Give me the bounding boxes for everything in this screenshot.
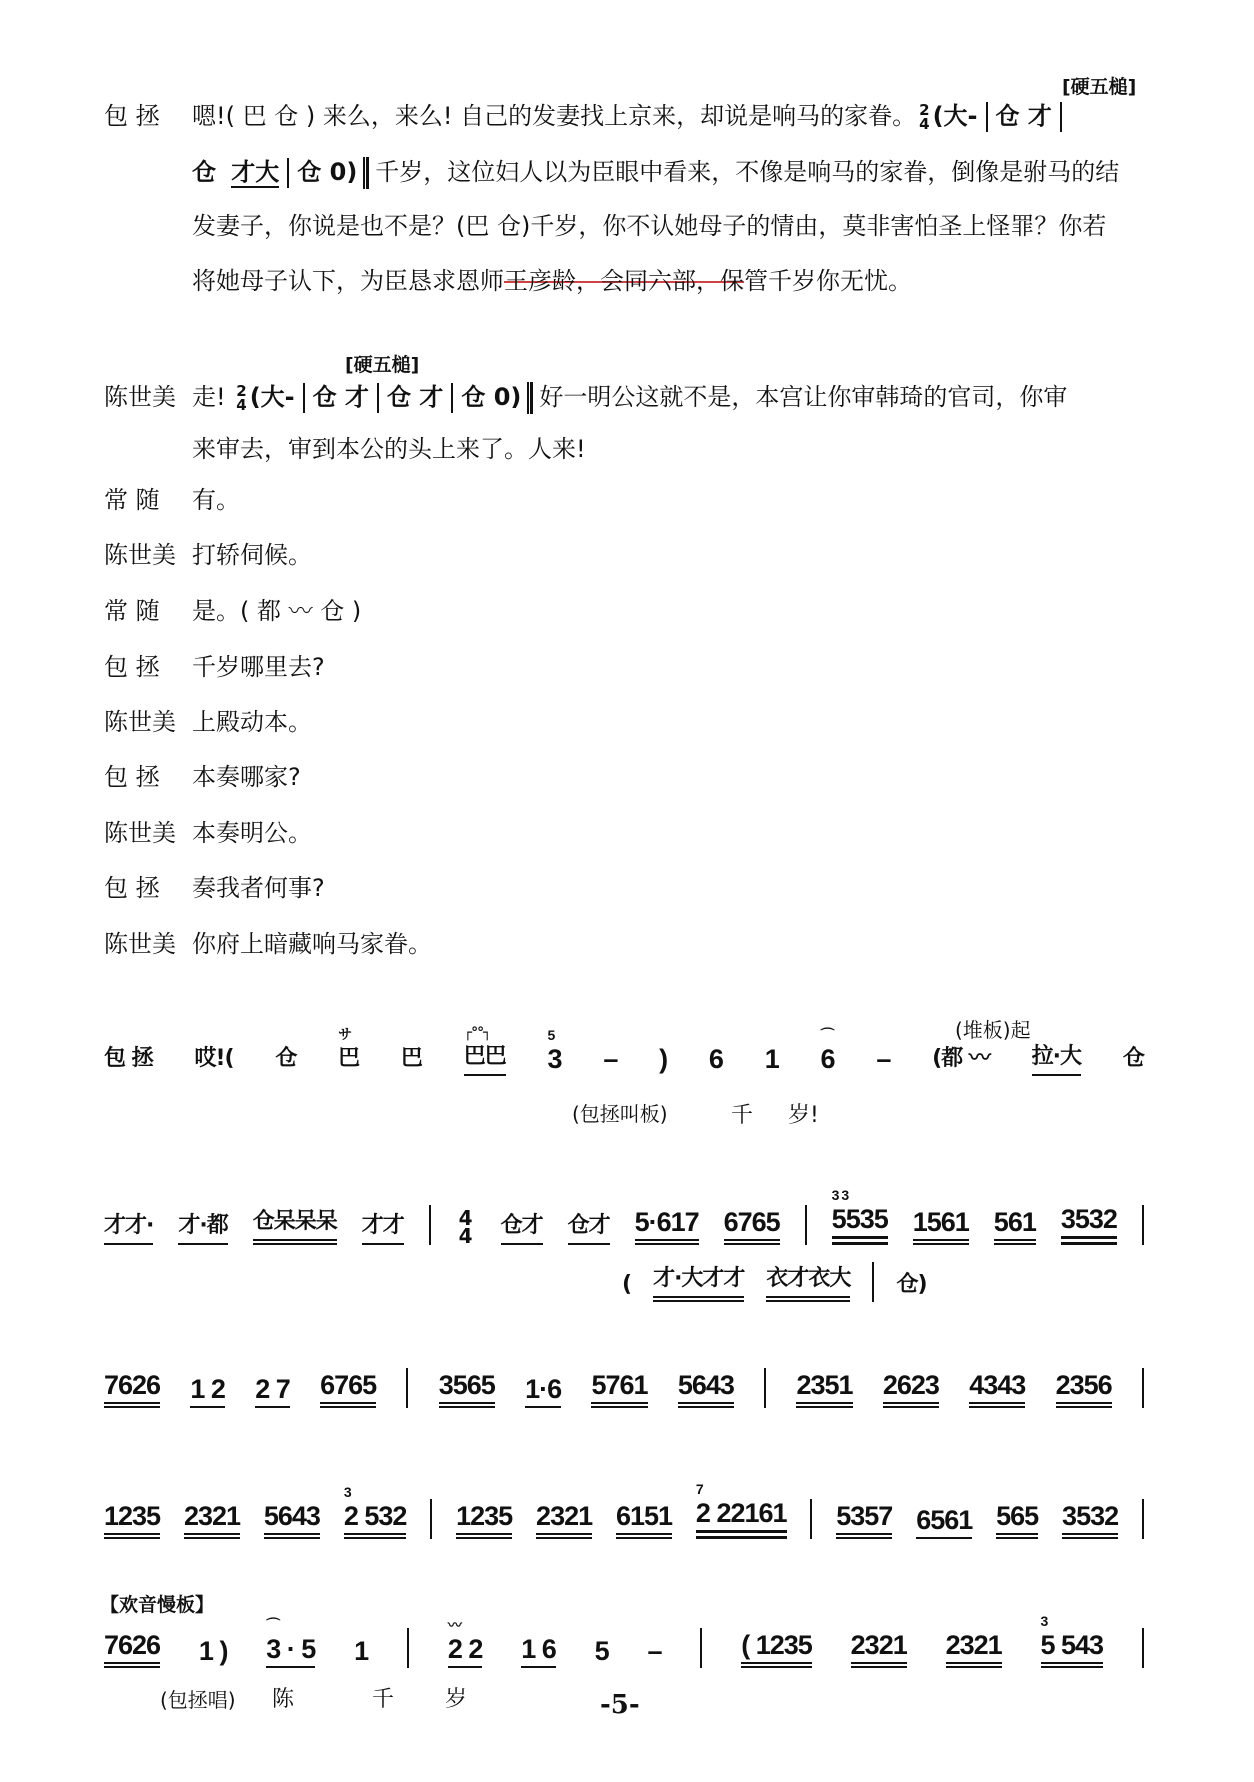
barline <box>872 1262 874 1302</box>
speech-line <box>192 157 1119 189</box>
speaker-name: 陈世美 <box>104 819 176 847</box>
notation-row <box>104 1481 1144 1539</box>
speaker-name: 常 随 <box>104 486 160 514</box>
barline <box>1142 1368 1144 1408</box>
barline <box>407 1628 409 1668</box>
note-group <box>916 1505 972 1539</box>
note-group <box>354 1636 368 1668</box>
token-text: 5 543 <box>1040 1630 1104 1660</box>
token-text: 1561 <box>912 1207 969 1237</box>
token-text: 包 拯 <box>104 1046 153 1071</box>
dialogue-text: 你府上暗藏响马家眷。 <box>192 930 432 958</box>
percussion: 仓 0) <box>461 383 522 411</box>
note-group <box>104 1370 160 1408</box>
note-group <box>851 1630 907 1668</box>
barline <box>810 1499 812 1539</box>
token-text: 5643 <box>263 1501 320 1531</box>
speech-line <box>192 266 912 296</box>
note-group <box>831 1187 888 1245</box>
token-text: 2321 <box>850 1630 907 1660</box>
token-text: 5643 <box>677 1370 734 1400</box>
note-group <box>447 1617 483 1668</box>
note-group <box>439 1370 495 1408</box>
huanyin-manban-tag: 【欢音慢板】 <box>100 1594 215 1616</box>
token-text: 2 7 <box>255 1374 290 1404</box>
percussion-syllable <box>178 1211 227 1245</box>
section-tag-ying-wu-chui-top: [硬五槌] <box>1062 76 1137 98</box>
note-group <box>946 1630 1002 1668</box>
note-group <box>547 1027 562 1076</box>
barline <box>1142 1499 1144 1539</box>
token-text: 6765 <box>723 1207 780 1237</box>
barline <box>764 1368 766 1408</box>
token-text: (都 〰 <box>932 1046 990 1071</box>
note-group <box>343 1484 407 1539</box>
token-text: 才·都 <box>178 1213 228 1238</box>
note-group <box>796 1370 852 1408</box>
note-group <box>1062 1501 1118 1539</box>
token-text: 7626 <box>104 1370 161 1400</box>
dialogue-text: 千岁哪里去? <box>192 653 325 681</box>
singer-label: (包拯唱) <box>160 1688 236 1712</box>
note-group <box>525 1374 561 1408</box>
speaker-name: 包 拯 <box>104 102 160 130</box>
token-text: 衣才衣大 <box>766 1266 851 1291</box>
barline <box>1142 1205 1144 1245</box>
speaker-name: 包 拯 <box>104 653 160 681</box>
note-group <box>820 1027 835 1076</box>
token-text: 1235 <box>456 1501 513 1531</box>
jiaoban-label: (包拯叫板) <box>572 1102 668 1126</box>
page-number: -5- <box>600 1690 640 1720</box>
duoban-annotation: (堆板)起 <box>955 1018 1031 1042</box>
note-group <box>836 1501 892 1539</box>
token-text: 5·617 <box>634 1207 699 1237</box>
note-group <box>255 1374 290 1408</box>
note-group <box>104 1501 160 1539</box>
token-text: 2321 <box>945 1630 1002 1660</box>
note-group <box>536 1501 592 1539</box>
token-text: 仓 <box>1122 1046 1144 1071</box>
percussion-syllable <box>194 1044 233 1076</box>
percussion-syllable <box>104 1211 153 1245</box>
token-text: 拉·大 <box>1031 1044 1082 1069</box>
token-text: 565 <box>996 1501 1039 1531</box>
token-text: ( <box>622 1272 632 1297</box>
ornament-mark: 3 <box>343 1484 351 1500</box>
dialogue-text-marked: 王彦龄，会同六部，保 <box>504 267 744 295</box>
token-text: 仓才 <box>567 1213 610 1238</box>
time-signature <box>236 384 246 412</box>
percussion-syllable <box>362 1211 404 1245</box>
lyric: 岁! <box>788 1103 819 1128</box>
note-group <box>199 1636 228 1668</box>
token-text: 巴 <box>400 1046 422 1071</box>
speaker-name: 陈世美 <box>104 541 176 569</box>
dialogue-text: 管千岁你无忧。 <box>744 267 912 295</box>
double-barline <box>363 157 369 189</box>
note-group <box>635 1207 699 1245</box>
percussion-syllable <box>622 1270 631 1302</box>
lyric: 岁 <box>445 1687 468 1712</box>
speaker-name: 包 拯 <box>104 874 160 902</box>
ornament-mark: 3 <box>1040 1613 1048 1629</box>
token-text: 1 ) <box>198 1636 228 1666</box>
percussion: (大- <box>249 383 295 411</box>
token-text: 1 6 <box>521 1634 556 1664</box>
percussion-syllable <box>501 1211 543 1245</box>
lyric: 千 <box>731 1103 754 1128</box>
ornament-mark: 〰 <box>447 1617 461 1633</box>
note-group <box>709 1044 723 1076</box>
token-text: 2321 <box>183 1501 241 1531</box>
token-text: 3 · 5 <box>266 1634 316 1664</box>
percussion-syllable <box>338 1027 360 1076</box>
note-group <box>456 1501 512 1539</box>
barline <box>406 1368 408 1408</box>
token-text: 2 532 <box>343 1501 407 1531</box>
speaker-name: 陈世美 <box>104 383 176 411</box>
token-text: – <box>876 1044 891 1074</box>
lyric: 陈 <box>272 1687 295 1712</box>
percussion-syllable <box>275 1044 296 1076</box>
token-text: 才才· <box>104 1213 154 1238</box>
note-group <box>521 1634 556 1668</box>
token-text: 5357 <box>836 1501 893 1531</box>
token-text: 仓才 <box>500 1213 543 1238</box>
token-text: 2623 <box>882 1370 939 1400</box>
token-text: 5761 <box>591 1370 648 1400</box>
ornament-mark: サ <box>338 1027 352 1043</box>
speaker-name: 陈世美 <box>104 708 176 736</box>
percussion: 仓 才 <box>995 102 1052 130</box>
token-text: – <box>647 1636 662 1666</box>
ornament-mark: 7 <box>695 1481 703 1497</box>
speech-line: 来审去，审到本公的头上来了。人来! <box>192 435 586 463</box>
token-text: ( 1235 <box>741 1630 812 1660</box>
note-group <box>765 1044 779 1076</box>
token-text: 3532 <box>1062 1501 1119 1531</box>
note-group <box>741 1630 812 1668</box>
dialogue-text: 本奏明公。 <box>192 819 312 847</box>
token-text: 1·6 <box>525 1374 562 1404</box>
note-group <box>595 1636 609 1668</box>
token-text: 6765 <box>320 1370 377 1400</box>
note-group <box>264 1501 320 1539</box>
ornament-mark: 5 <box>547 1027 555 1043</box>
ts-den: 4 <box>236 396 247 414</box>
dialogue-text: 走! <box>192 383 226 411</box>
note-group <box>724 1207 780 1245</box>
speech-line: 发妻子，你说是也不是？(巴 仓)千岁，你不认她母子的情由，莫非害怕圣上怪罪？你若 <box>192 212 1107 240</box>
note-group <box>876 1044 890 1076</box>
lyric: 千 <box>372 1687 395 1712</box>
note-group <box>603 1044 617 1076</box>
token-text: ) <box>659 1044 668 1074</box>
note-group <box>996 1501 1038 1539</box>
speech-text <box>192 382 1067 414</box>
dialogue-text: 打轿伺候。 <box>192 541 312 569</box>
percussion-syllable <box>568 1211 610 1245</box>
notation-row <box>104 1187 1144 1248</box>
percussion: 才大 <box>231 158 280 186</box>
percussion-syllable <box>932 1044 990 1076</box>
token-text: 仓) <box>896 1272 927 1297</box>
speaker-name: 包 拯 <box>104 763 160 791</box>
note-group <box>190 1374 225 1408</box>
token-text: 3 <box>547 1044 562 1074</box>
note-group <box>883 1370 939 1408</box>
note-group <box>266 1617 316 1668</box>
dialogue-text: 奏我者何事? <box>192 874 325 902</box>
barline <box>1142 1628 1144 1668</box>
ornament-mark: ⌒ <box>266 1617 280 1633</box>
dialogue-text: 嗯!( 巴 仓 ) 来么，来么! 自己的发妻找上京来，却说是响马的家眷。 <box>192 102 917 130</box>
percussion: 仓 才 <box>312 383 369 411</box>
token-text: 561 <box>993 1207 1036 1237</box>
percussion-syllable <box>401 1044 422 1076</box>
speaker-name: 常 随 <box>104 597 160 625</box>
speech-text <box>192 101 1070 132</box>
time-signature <box>919 103 929 131</box>
token-text: 6 <box>820 1044 835 1074</box>
dialogue-text: 好一明公这就不是，本宫让你审韩琦的官司，你审 <box>539 383 1068 411</box>
ornament-mark: ⌒ <box>820 1027 834 1043</box>
note-group <box>994 1207 1036 1245</box>
percussion: (大- <box>932 102 978 130</box>
token-text: 4343 <box>969 1370 1026 1400</box>
token-text: 仓 <box>275 1046 297 1071</box>
token-text: 6 <box>708 1044 723 1074</box>
percussion-syllable <box>653 1264 744 1302</box>
note-group <box>1056 1370 1112 1408</box>
section-tag-ying-wu-chui: [硬五槌] <box>345 354 420 376</box>
note-group <box>913 1207 969 1245</box>
percussion-syllable <box>104 1044 153 1076</box>
barline <box>805 1205 807 1245</box>
token-text: 5 <box>594 1636 609 1666</box>
dialogue-text: 有。 <box>192 486 240 514</box>
token-text: 哎!( <box>194 1046 234 1071</box>
notation-subrow <box>622 1262 927 1302</box>
ornament-mark: 3 3 <box>831 1187 849 1203</box>
speaker-name: 陈世美 <box>104 930 176 958</box>
notation-row <box>104 1368 1144 1408</box>
token-text: 2351 <box>796 1370 853 1400</box>
double-barline <box>527 382 533 414</box>
barline <box>430 1499 432 1539</box>
note-group <box>184 1501 240 1539</box>
note-group <box>320 1370 376 1408</box>
dialogue-text: 千岁，这位妇人以为臣眼中看来，不像是响马的家眷，倒像是驸马的结 <box>375 158 1120 186</box>
ts-den: 4 <box>919 115 930 133</box>
percussion: 仓 0) <box>297 158 358 186</box>
dialogue-text: 本奏哪家? <box>192 763 301 791</box>
token-text: – <box>603 1044 618 1074</box>
percussion-syllable <box>463 1025 506 1076</box>
note-group <box>591 1370 647 1408</box>
note-group <box>695 1481 787 1539</box>
percussion-syllable <box>1123 1044 1144 1076</box>
token-text: 3565 <box>438 1370 495 1400</box>
token-text: 2 22161 <box>695 1498 787 1528</box>
ts-num: 4 <box>458 1206 473 1230</box>
note-group <box>678 1370 734 1408</box>
ts-num: 2 <box>919 101 930 119</box>
percussion-syllable <box>253 1207 337 1245</box>
percussion-syllable <box>1032 1042 1081 1076</box>
token-text: 1 2 <box>190 1374 225 1404</box>
token-text: 巴巴 <box>463 1044 506 1069</box>
barline <box>451 383 453 413</box>
percussion: 仓 <box>192 158 216 186</box>
barline <box>429 1205 431 1245</box>
ts-den: 4 <box>458 1224 473 1248</box>
ornament-mark: ┌°°┐ <box>463 1025 491 1041</box>
dialogue-text: 上殿动本。 <box>192 708 312 736</box>
token-text: 2 2 <box>447 1634 483 1664</box>
token-text: 5535 <box>831 1204 888 1234</box>
dialogue-text: 是。( 都 〰 仓 ) <box>192 597 362 625</box>
token-text: 仓呆呆呆 <box>252 1209 337 1234</box>
dialogue-text: 将她母子认下，为臣恳求恩师 <box>192 267 504 295</box>
time-signature <box>458 1206 473 1248</box>
token-text: 3532 <box>1060 1204 1117 1234</box>
token-text: 才·大才才 <box>653 1266 745 1291</box>
note-group <box>648 1636 662 1668</box>
note-group <box>104 1630 160 1668</box>
barline <box>287 158 289 188</box>
note-group <box>969 1370 1025 1408</box>
notation-row <box>104 1613 1144 1668</box>
note-group <box>659 1044 667 1076</box>
ts-num: 2 <box>236 382 247 400</box>
note-group <box>1061 1204 1117 1245</box>
percussion-syllable <box>896 1270 926 1302</box>
token-text: 7626 <box>104 1630 161 1660</box>
percussion-syllable <box>766 1264 850 1302</box>
barline <box>986 102 988 132</box>
percussion: 仓 才 <box>387 383 444 411</box>
token-text: 才才 <box>361 1213 404 1238</box>
barline <box>377 383 379 413</box>
token-text: 2356 <box>1055 1370 1112 1400</box>
note-group <box>616 1501 672 1539</box>
note-group <box>1040 1613 1104 1668</box>
token-text: 6151 <box>615 1501 673 1531</box>
token-text: 1235 <box>104 1501 161 1531</box>
token-text: 1 <box>764 1044 779 1074</box>
token-text: 巴 <box>338 1046 360 1071</box>
barline <box>1060 102 1062 132</box>
barline <box>700 1628 702 1668</box>
barline <box>303 383 305 413</box>
token-text: 6561 <box>916 1505 973 1535</box>
token-text: 1 <box>354 1636 369 1666</box>
token-text: 2321 <box>536 1501 593 1531</box>
